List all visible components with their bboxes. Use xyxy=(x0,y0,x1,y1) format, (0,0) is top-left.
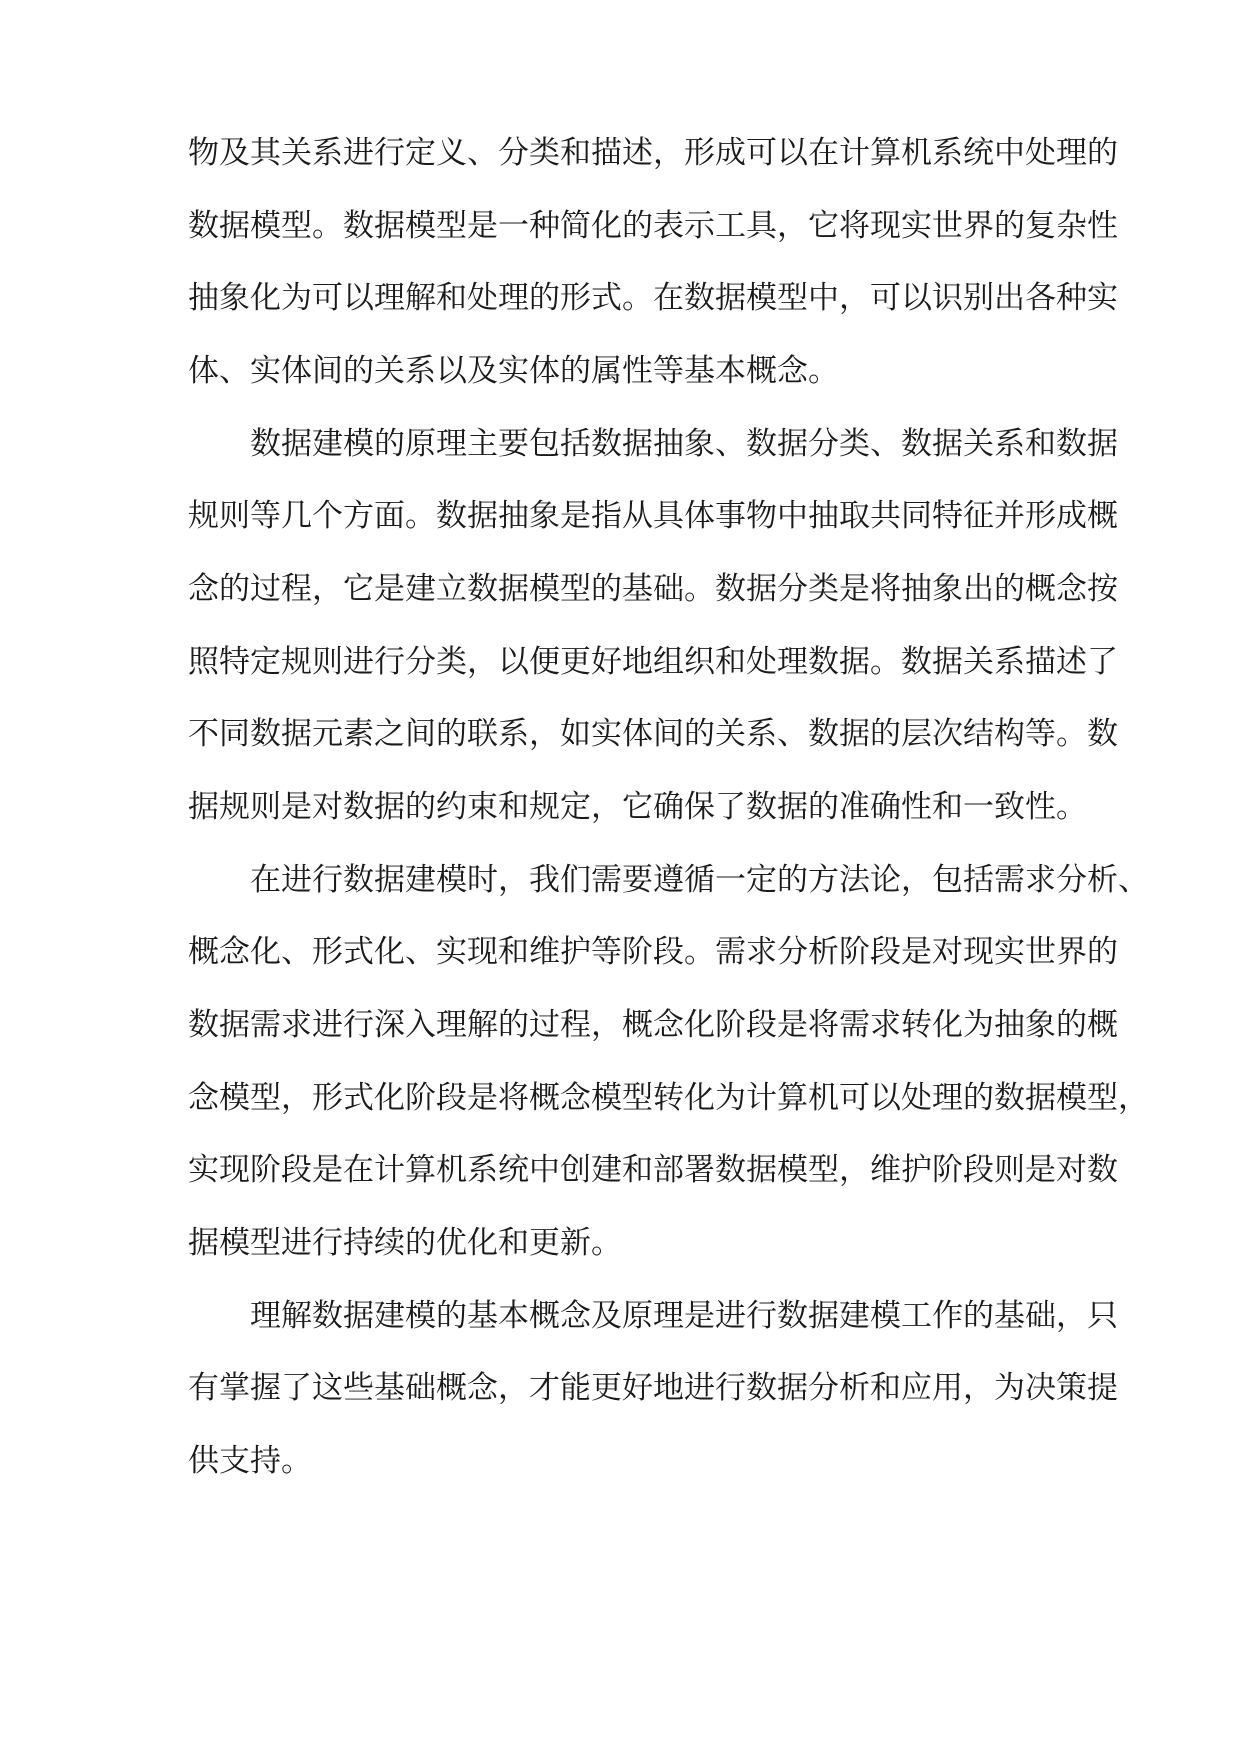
paragraph-1-line-2: 数据模型。数据模型是一种简化的表示工具，它将现实世界的复杂性 xyxy=(188,208,1118,244)
paragraph-1-line-4: 体、实体间的关系以及实体的属性等基本概念。 xyxy=(188,353,839,389)
paragraph-2-line-3: 念的过程，它是建立数据模型的基础。数据分类是将抽象出的概念按 xyxy=(188,571,1118,607)
paragraph-3-line-4: 念模型，形式化阶段是将概念模型转化为计算机可以处理的数据模型， xyxy=(188,1080,1149,1116)
paragraph-2-line-5: 不同数据元素之间的联系，如实体间的关系、数据的层次结构等。数 xyxy=(188,716,1118,752)
paragraph-2-line-2: 规则等几个方面。数据抽象是指从具体事物中抽取共同特征并形成概 xyxy=(188,498,1118,534)
paragraph-3-line-3: 数据需求进行深入理解的过程，概念化阶段是将需求转化为抽象的概 xyxy=(188,1007,1118,1043)
paragraph-4-line-2: 有掌握了这些基础概念，才能更好地进行数据分析和应用，为决策提 xyxy=(188,1370,1118,1406)
paragraph-4-line-3: 供支持。 xyxy=(188,1443,312,1479)
paragraph-2-line-6: 据规则是对数据的约束和规定，它确保了数据的准确性和一致性。 xyxy=(188,789,1087,825)
paragraph-1-line-3: 抽象化为可以理解和处理的形式。在数据模型中，可以识别出各种实 xyxy=(188,280,1118,316)
paragraph-2-line-1: 数据建模的原理主要包括数据抽象、数据分类、数据关系和数据 xyxy=(250,426,1118,462)
paragraph-2-line-4: 照特定规则进行分类，以便更好地组织和处理数据。数据关系描述了 xyxy=(188,644,1118,680)
paragraph-1-line-1: 物及其关系进行定义、分类和描述，形成可以在计算机系统中处理的 xyxy=(188,135,1118,171)
paragraph-4-line-1: 理解数据建模的基本概念及原理是进行数据建模工作的基础，只 xyxy=(250,1298,1118,1334)
paragraph-3-line-5: 实现阶段是在计算机系统中创建和部署数据模型，维护阶段则是对数 xyxy=(188,1152,1118,1188)
paragraph-3-line-6: 据模型进行持续的优化和更新。 xyxy=(188,1225,622,1261)
paragraph-3-line-1: 在进行数据建模时，我们需要遵循一定的方法论，包括需求分析、 xyxy=(250,862,1149,898)
paragraph-3-line-2: 概念化、形式化、实现和维护等阶段。需求分析阶段是对现实世界的 xyxy=(188,934,1118,970)
